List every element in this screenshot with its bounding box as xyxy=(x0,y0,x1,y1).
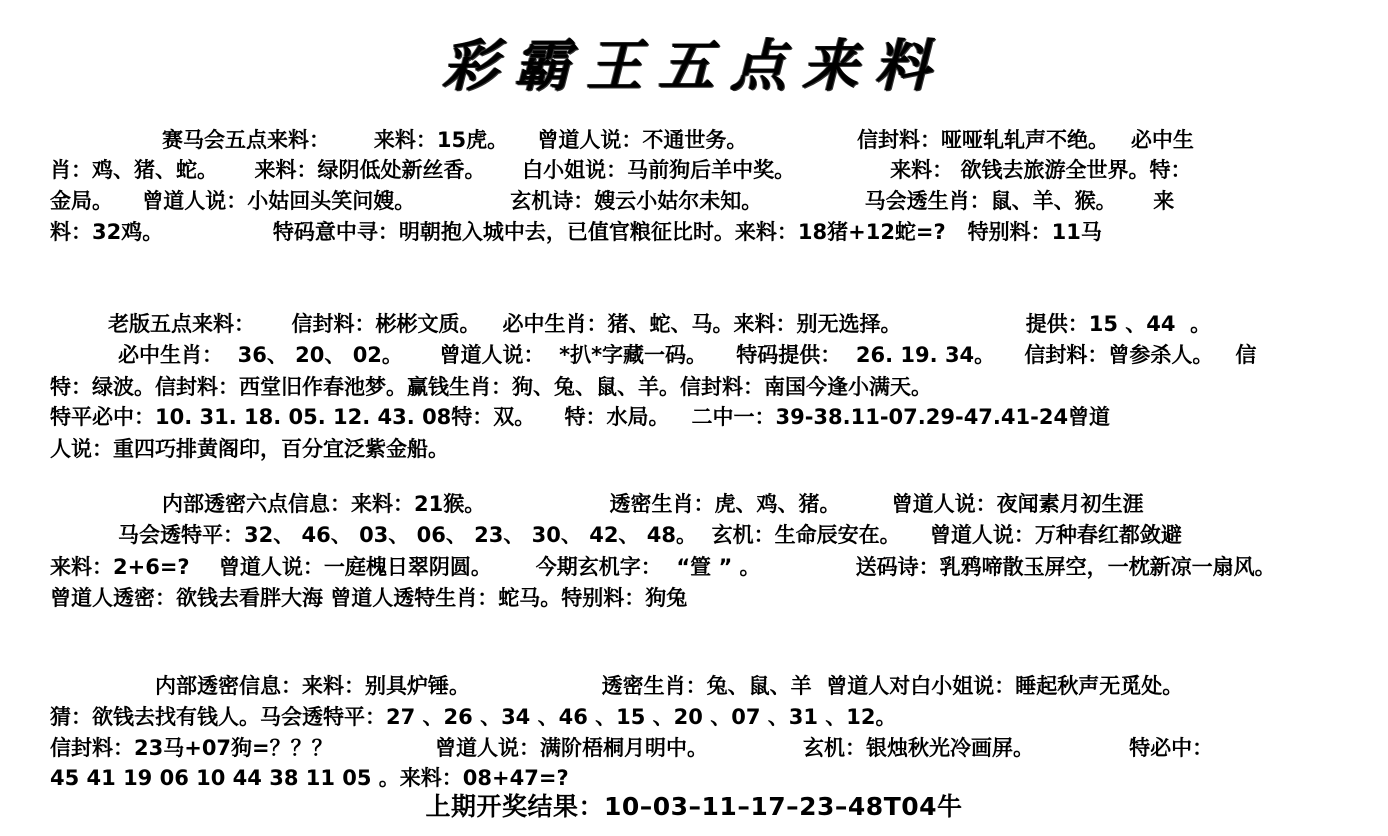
text-line: 马会透特平：32、 46、 03、 06、 23、 30、 42、 48。 玄机：生命辰安在。 曾道人说：万种春红都敛避 xyxy=(118,523,1182,547)
text-line: 来料：2+6=? 曾道人说：一庭槐日翠阴圆。 今期玄机字： “箮 ” 。 送码诗：乳鸦啼散玉屏空，一枕新凉一扇风。 xyxy=(50,555,1276,579)
text-line: 特：绿波。信封料：西堂旧作春池梦。赢钱生肖：狗、兔、鼠、羊。信封料：南国今逢小满天。 xyxy=(50,375,932,399)
text-line: 料：32鸡。 特码意中寻：明朝抱入城中去，已值官粮征比时。来料：18猪+12蛇=? 特别料：11马 xyxy=(50,220,1102,244)
text-line: 信封料：23马+07狗=？？？ 曾道人说：满阶梧桐月明中。 玄机：银烛秋光冷画屏。 特必中： xyxy=(50,736,1214,760)
previous-draw-result: 上期开奖结果：10–03–11–17–23–48T04牛 xyxy=(425,792,963,821)
text-line: 45 41 19 06 10 44 38 11 05 。来料：08+47=? xyxy=(50,766,569,790)
text-line: 老版五点来料： 信封料：彬彬文质。 必中生肖：猪、蛇、马。来料：别无选择。 提供：15 、44 。 xyxy=(108,312,1212,336)
text-line: 赛马会五点来料： 来料：15虎。 曾道人说：不通世务。 信封料：哑哑轧轧声不绝。 必中生 xyxy=(162,128,1194,152)
text-line: 内部透密信息：来料：别具炉锤。 透密生肖：兔、鼠、羊 曾道人对白小姐说：睡起秋声无觅处。 xyxy=(155,674,1184,698)
text-line: 必中生肖： 36、 20、 02。 曾道人说： *扒*字藏一码。 特码提供： 26. 19. 34。 信封料：曾参杀人。 信 xyxy=(118,343,1257,367)
text-line: 内部透密六点信息：来料：21猴。 透密生肖：虎、鸡、猪。 曾道人说：夜闻素月初生涯 xyxy=(162,492,1144,516)
text-line: 人说：重四巧排黄阁印，百分宜泛紫金船。 xyxy=(50,437,449,461)
text-line: 肖：鸡、猪、蛇。 来料：绿阴低处新丝香。 白小姐说：马前狗后羊中奖。 来料： 欲钱去旅游全世界。特： xyxy=(50,158,1192,182)
text-line: 曾道人透密：欲钱去看胖大海 曾道人透特生肖：蛇马。特别料：狗兔 xyxy=(50,586,688,610)
text-line: 金局。 曾道人说：小姑回头笑问嫂。 玄机诗：嫂云小姑尔未知。 马会透生肖：鼠、羊、猴。 来 xyxy=(50,189,1175,213)
page-title: 彩霸王五点来料 xyxy=(442,33,946,99)
text-line: 猜：欲钱去找有钱人。马会透特平：27 、26 、34 、46 、15 、20 、07 、31 、12。 xyxy=(50,705,897,729)
text-line: 特平必中：10. 31. 18. 05. 12. 43. 08特：双。 特：水局。 二中一：39-38.11-07.29-47.41-24曾道 xyxy=(50,405,1111,429)
